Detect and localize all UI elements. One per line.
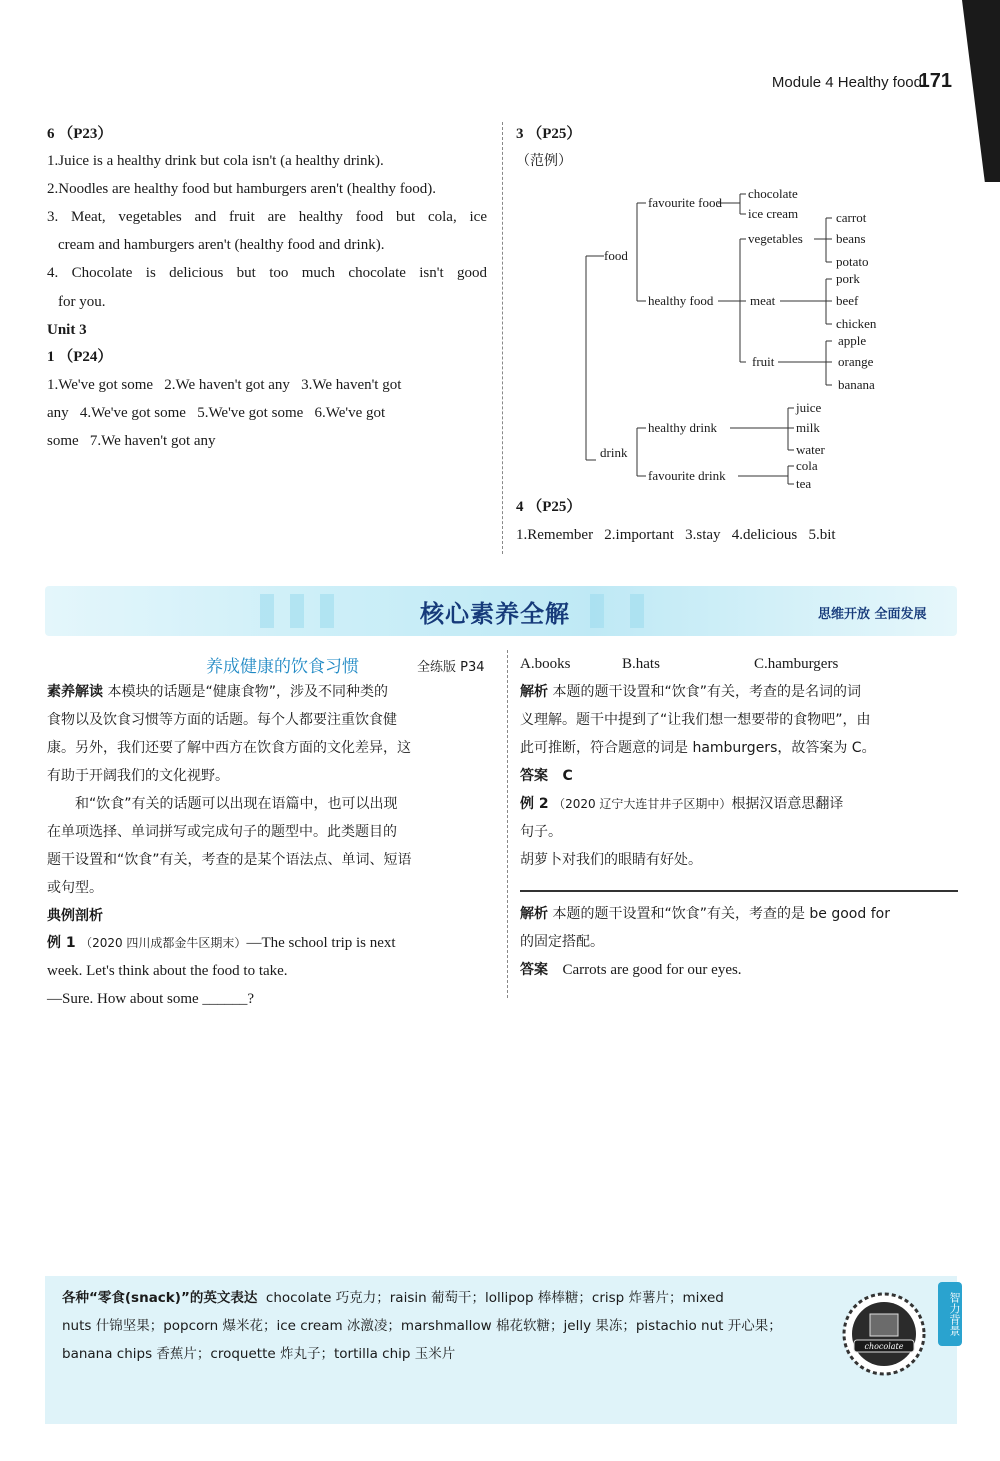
example-1-source: （2020 四川成都金牛区期末） [80,936,247,950]
tree-node: drink [600,445,628,460]
sample-label: （范例） [516,153,572,169]
snack-box-tab: 智力背景 [938,1282,962,1346]
example-2-source: （2020 辽宁大连甘井子区期中） [553,797,732,811]
interp-line: 题干设置和“饮食”有关，考查的是某个语法点、单词、短语 [47,852,412,868]
running-head: Module 4 Healthy food [771,74,922,91]
option-c: C.hamburgers [754,656,839,672]
interpretation-paragraph [47,678,492,706]
tree-node: healthy food [648,293,714,308]
topic-reference: 全练版 P34 [417,660,485,675]
banner-title: 核心素养全解 [420,600,570,628]
interp-line: 有助于开阔我们的文化视野。 [47,768,229,784]
page-number: 171 [918,70,952,92]
example-1-label: 例 1 [47,935,76,951]
tree-node: favourite drink [648,468,726,483]
interp-line: 食物以及饮食习惯等方面的话题。每个人都要注重饮食健 [47,712,397,728]
tree-node: fruit [752,354,775,369]
chocolate-badge-icon [840,1290,928,1378]
example-2-line: 胡萝卜对我们的眼睛有好处。 [520,852,702,868]
tree-node: chicken [836,316,877,331]
section-4-title: 4 （P25） [516,499,582,515]
tree-node: cola [796,458,818,473]
section-3-title: 3 （P25） [516,126,582,142]
answer-2-value: Carrots are good for our eyes. [562,962,742,978]
example-1-line: —Sure. How about some ______? [47,991,255,1007]
example-2-label: 例 2 [520,796,549,812]
example-1-line: week. Let's think about the food to take. [47,963,288,979]
sec6-line: 1.Juice is a healthy drink but cola isn't (a healthy drink). [47,153,384,169]
tree-node: food [604,248,628,263]
analysis-line: 义理解。题干中提到了“让我们想一想要带的食物吧”，由 [520,712,871,728]
sec6-line: 4. Chocolate is delicious but too much chocolate isn't good [47,265,487,281]
analysis-2-line: 本题的题干设置和“饮食”有关，考查的是 be good for [552,906,890,922]
interp-line: 本模块的话题是“健康食物”，涉及不同种类的 [107,684,388,700]
tree-node: pork [836,271,860,286]
tree-node: chocolate [748,186,798,201]
tree-node: ice cream [748,206,799,221]
tree-node: juice [796,400,822,415]
answer-1 [520,762,573,790]
tree-node: water [796,442,825,457]
interp-line: 或句型。 [47,880,103,896]
column-divider [502,122,503,554]
option-a: A.books [520,656,571,672]
tree-node: beef [836,293,859,308]
topic-title: 养成健康的饮食习惯 [206,657,359,677]
banner-subtitle: 思维开放 全面发展 [818,607,927,622]
option-b: B.hats [622,656,660,672]
analysis-line: 本题的题干设置和“饮食”有关，考查的是名词的词 [552,684,861,700]
section-1-title: 1 （P24） [47,349,113,365]
sec6-line: 3. Meat, vegetables and fruit are healthy food but cola, ice [47,209,487,225]
analysis-2-label: 解析 [520,906,548,922]
answer-rule [520,890,958,892]
example-heading: 典例剖析 [47,908,103,924]
section-6-title: 6 （P23） [47,126,113,142]
food-tree-diagram [540,178,900,498]
sec6-line: 2.Noodles are healthy food but hamburgers aren't (healthy food). [47,181,436,197]
sec1-line: any 4.We've got some 5.We've got some 6.We've got [47,405,386,421]
example-2-line: 句子。 [520,824,562,840]
section-4-answers: 1.Remember 2.important 3.stay 4.delicious 5.bit [516,527,836,543]
tree-node: potato [836,254,869,269]
badge-text: chocolate [864,1342,904,1351]
snack-line: chocolate 巧克力；raisin 葡萄干；lollipop 棒棒糖；crisp 炸薯片；mixed [265,1290,724,1306]
tree-node: beans [836,231,866,246]
sec6-line: for you. [58,294,106,310]
interp-line: 和“饮食”有关的话题可以出现在语篇中，也可以出现 [75,796,398,812]
sec1-line: some 7.We haven't got any [47,433,216,449]
tree-node: tea [796,476,812,491]
tree-node: vegetables [748,231,803,246]
example-1 [47,929,396,957]
sec6-line: cream and hamburgers aren't (healthy food and drink). [58,237,385,253]
snack-line: banana chips 香蕉片；croquette 炸丸子；tortilla chip 玉米片 [62,1346,456,1362]
analysis-2-paragraph [520,900,890,928]
interpretation-label: 素养解读 [47,684,103,700]
tree-node: carrot [836,210,867,225]
column-divider [507,650,508,998]
tree-node: banana [838,377,875,392]
analysis-paragraph [520,678,861,706]
tree-node: meat [750,293,776,308]
tree-node: favourite food [648,195,723,210]
sec1-line: 1.We've got some 2.We haven't got any 3.We haven't got [47,377,402,393]
analysis-label: 解析 [520,684,548,700]
tree-node: orange [838,354,874,369]
snack-heading: 各种“零食(snack)”的英文表达 [62,1290,258,1306]
analysis-line: 此可推断，符合题意的词是 hamburgers，故答案为 C。 [520,740,876,756]
example-2-text: 根据汉语意思翻译 [731,796,844,812]
tree-node: milk [796,420,820,435]
answer-value: C [562,768,573,784]
answer-2-label: 答案 [520,962,548,978]
example-1-text: —The school trip is next [246,935,396,951]
example-2 [520,790,843,818]
tree-node: healthy drink [648,420,717,435]
answer-2 [520,956,742,984]
corner-tab [962,0,1000,182]
interp-line: 康。另外，我们还要了解中西方在饮食方面的文化差异，这 [47,740,411,756]
tree-node: apple [838,333,867,348]
interp-line: 在单项选择、单词拼写或完成句子的题型中。此类题目的 [47,824,397,840]
analysis-2-line: 的固定搭配。 [520,934,604,950]
snack-line: nuts 什锦坚果；popcorn 爆米花；ice cream 冰激凌；marshmallow 棉花软糖；jelly 果冻；pistachio nut 开心果； [62,1318,782,1334]
snack-text [62,1284,822,1368]
unit-title: Unit 3 [47,322,87,338]
answer-label: 答案 [520,768,548,784]
